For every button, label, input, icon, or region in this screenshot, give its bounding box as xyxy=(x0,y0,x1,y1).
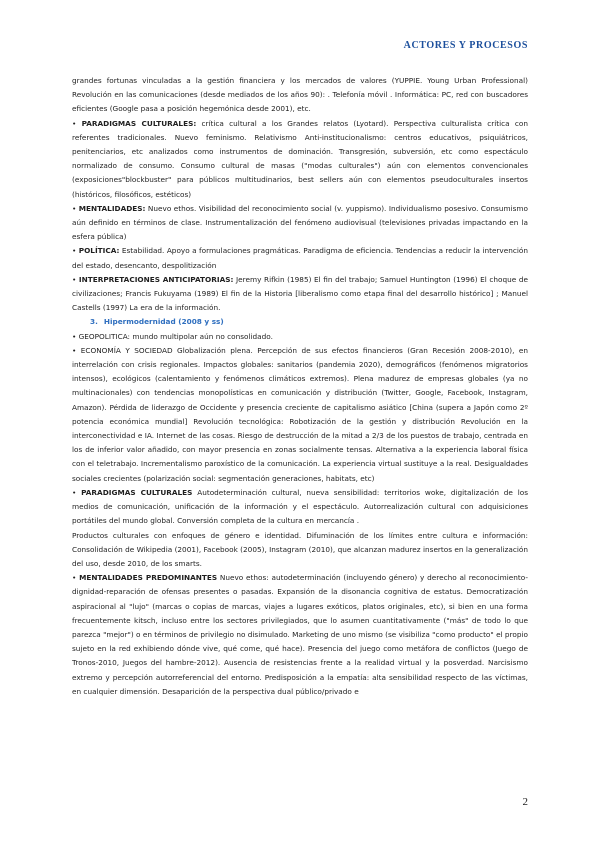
bullet-label: PARADIGMAS CULTURALES: xyxy=(81,118,197,128)
bullet-politica: • POLÍTICA: Estabilidad. Apoyo a formulaciones pragmáticas. Paradigma de eficiencia. Tendencias a reducir la intervención del estado, desencanto, despolitización xyxy=(72,246,528,270)
intro-paragraph: grandes fortunas vinculadas a la gestión financiera y los mercados de valores (YUPPIE. Young Urban Professional) Revolución en las comunicaciones (desde mediados de los años 90): . Telefonía móvil . Informática: PC, red con buscadores eficientes (Google pasa a posición hegemónica desde 2001), etc. xyxy=(72,76,528,114)
bullet-text: crítica cultural a los Grandes relatos (Lyotard). Perspectiva culturalista crítica con referentes tradicionales. Nuevo feminismo. Relativismo Anti-institucionalismo: centros educativos, psiquiátricos, penitenciarios, etc analizados como instrumentos de dominación. Transgresión, subversión, etc como espectáculo normalizado de consumo. Consumo cultural de masas ("modas culturales") aún con elementos convencionales (exposiciones"blockbuster" para públicos multitudinarios, best sellers aún con elementos pseudoculturales insertos (históricos, filosóficos, estéticos) xyxy=(72,118,529,199)
bullet-text: Estabilidad. Apoyo a formulaciones pragmáticas. Paradigma de eficiencia. Tendencias a reducir la intervención del estado, desencanto, despolitización xyxy=(72,246,528,270)
bullet-mentalidades-predominantes: • MENTALIDADES PREDOMINANTES Nuevo ethos: autodeterminación (incluyendo género) y derecho al reconocimiento-dignidad-reparación de ofensas presentes o pasadas. Expansión de la disonancia cognitiva de estatus. Democratización aspiracional al "lujo" (marcas o copias de marcas, viajes a lugares exóticos, platos originales, etc), si bien en una forma frecuentemente kitsch, incluso entre los sectores privilegiados, que lo asumen cuantitativamente ("más" de todo lo que parezca "mejor") o en términos de privilegio no disimulado. Marketing de uno mismo (se visibiliza "como producto" el propio sujeto en la red exhibiendo dónde vive, qué come, qué hace). Presencia del juego como metáfora de conflictos (Juego de Tronos-2010, Juegos del hambre-2012). Ausencia de resistencias frente a la realidad virtual y la posverdad. Narcisismo extremo y percepción autorreferencial del entorno. Predisposición a la empatía: alta sensibilidad respecto de las víctimas, en cualquier dimensión. Desaparición de la perspectiva dual público/privado e xyxy=(72,573,528,696)
page-body xyxy=(72,74,528,699)
bullet-label: POLÍTICA: xyxy=(78,246,120,256)
bullet-label: MENTALIDADES: xyxy=(78,203,146,213)
bullet-interpretaciones: • INTERPRETACIONES ANTICIPATORIAS: Jeremy Rifkin (1985) El fin del trabajo; Samuel Huntington (1996) El choque de civilizaciones; Francis Fukuyama (1989) El fin de la Historia [liberalismo como etapa final del desarrollo histórico] ; Manuel Castells (1997) La era de la información. xyxy=(72,274,529,313)
section-title: Hipermodernidad (2008 y ss) xyxy=(103,317,224,327)
bullet-label: INTERPRETACIONES ANTICIPATORIAS: xyxy=(78,274,234,284)
bullet-label: MENTALIDADES PREDOMINANTES xyxy=(79,573,218,583)
bullet-economia-sociedad: • ECONOMÍA Y SOCIEDAD Globalización plena. Percepción de sus efectos financieros (Gran Recesión 2008-2010), en interrelación con crisis regionales. Impactos globales: sanitarios (pandemia 2020), demográficos (fenómenos migratorios intensos), ecológicos (calentamiento y fenómenos climáticos extremos). Plena madurez de empresas globales (ya no multinacionales) con tendencias monopolísticas en comunicación y distribución (Twitter, Google, Facebook, Instagram, Amazon). Pérdida de liderazgo de Occidente y presencia creciente de capitalismo asiático [China (supera a Japón como 2º potencia económica mundial] Revolución tecnológica: Robotización de la gestión y distribución Revolución en la interconectividad e IA. Internet de las cosas. Riesgo de destrucción de la mitad a 2/3 de los puestos de trabajo, centrada en los de inferior valor añadido, con mayor presencia en zonas socialmente tensas. Alternativa a la experiencia laboral física con el teletrabajo. Incrementalismo paroxístico de la comunicación. La experiencia virtual sustituye a la real. Desigualdades sociales crecientes (polarización social: segmentación generaciones, habitats, etc) xyxy=(72,345,528,483)
bullet-paradigmas-culturales-2: • PARADIGMAS CULTURALES Autodeterminación cultural, nueva sensibilidad: territorios woke, digitalización de los medios de comunicación, unificación de la información y el espectáculo. Autorrealización cultural con adquisiciones portátiles del mundo global. Conversión completa de la cultura en mercancía . xyxy=(72,487,528,526)
bullet-mentalidades: • MENTALIDADES: Nuevo ethos. Visibilidad del reconocimiento social (v. yuppismo). Individualismo posesivo. Consumismo aún definido en términos de clase. Instrumentalización del fenómeno audiovisual (televisiones privadas impactando en la esfera pública) xyxy=(72,203,528,242)
bullet-geopolitica: • GEOPOLITICA: mundo multipolar aún no consolidado. xyxy=(72,331,273,341)
bullet-label: PARADIGMAS CULTURALES xyxy=(81,487,193,497)
bullet-text: Jeremy Rifkin (1985) El fin del trabajo; Samuel Huntington (1996) El choque de civilizaciones; Francis Fukuyama (1989) El fin de la Historia [liberalismo como etapa final del desarrollo histórico] ; Manuel Castells (1997) La era de la información. xyxy=(72,274,529,313)
page-number: 2 xyxy=(522,796,528,808)
bullet-paradigmas-culturales: • PARADIGMAS CULTURALES: crítica cultural a los Grandes relatos (Lyotard). Perspectiva culturalista crítica con referentes tradicionales. Nuevo feminismo. Relativismo Anti-institucionalismo: centros educativos, psiquiátricos, penitenciarios, etc analizados como instrumentos de dominación. Transgresión, subversión, etc como espectáculo normalizado de consumo. Consumo cultural de masas ("modas culturales") aún con elementos convencionales (exposiciones"blockbuster" para públicos multitudinarios, best sellers aún con elementos pseudoculturales insertos (históricos, filosóficos, estéticos) xyxy=(72,118,529,199)
productos-paragraph: Productos culturales con enfoques de género e identidad. Difuminación de los límites entre cultura e información: Consolidación de Wikipedia (2001), Facebook (2005), Instagram (2010), que alcanzan madurez insertos en la generalización del uso, desde 2010, de los smarts. xyxy=(72,530,528,568)
section-number: 3. xyxy=(90,317,98,327)
bullet-text: Nuevo ethos. Visibilidad del reconocimiento social (v. yuppismo). Individualismo posesivo. Consumismo aún definido en términos de clase. Instrumentalización del fenómeno audiovisual (televisiones privadas impactando en la esfera pública) xyxy=(72,203,528,242)
bullet-text: Nuevo ethos: autodeterminación (incluyendo género) y derecho al reconocimiento-dignidad-reparación de ofensas presentes o pasadas. Expansión de la disonancia cognitiva de estatus. Democratización aspiracional al "lujo" (marcas o copias de marcas, viajes a lugares exóticos, platos originales, etc), si bien en una forma frecuentemente kitsch, incluso entre los sectores privilegiados, que lo asumen cuantitativamente ("más" de todo lo que parezca "mejor") o en términos de privilegio no disimulado. Marketing de uno mismo (se visibiliza "como producto" el propio sujeto en la red exhibiendo dónde vive, qué come, qué hace). Presencia del juego como metáfora de conflictos (Juego de Tronos-2010, Juegos del hambre-2012). Ausencia de resistencias frente a la realidad virtual y la posverdad. Narcisismo extremo y percepción autorreferencial del entorno. Predisposición a la empatía: alta sensibilidad respecto de las víctimas, en cualquier dimensión. Desaparición de la perspectiva dual público/privado e xyxy=(72,573,528,696)
running-header: ACTORES Y PROCESOS xyxy=(403,40,528,51)
section-heading xyxy=(72,315,528,329)
bullet-text: Autodeterminación cultural, nueva sensibilidad: territorios woke, digitalización de los medios de comunicación, unificación de la información y el espectáculo. Autorrealización cultural con adquisiciones portátiles del mundo global. Conversión completa de la cultura en mercancía . xyxy=(72,487,528,526)
